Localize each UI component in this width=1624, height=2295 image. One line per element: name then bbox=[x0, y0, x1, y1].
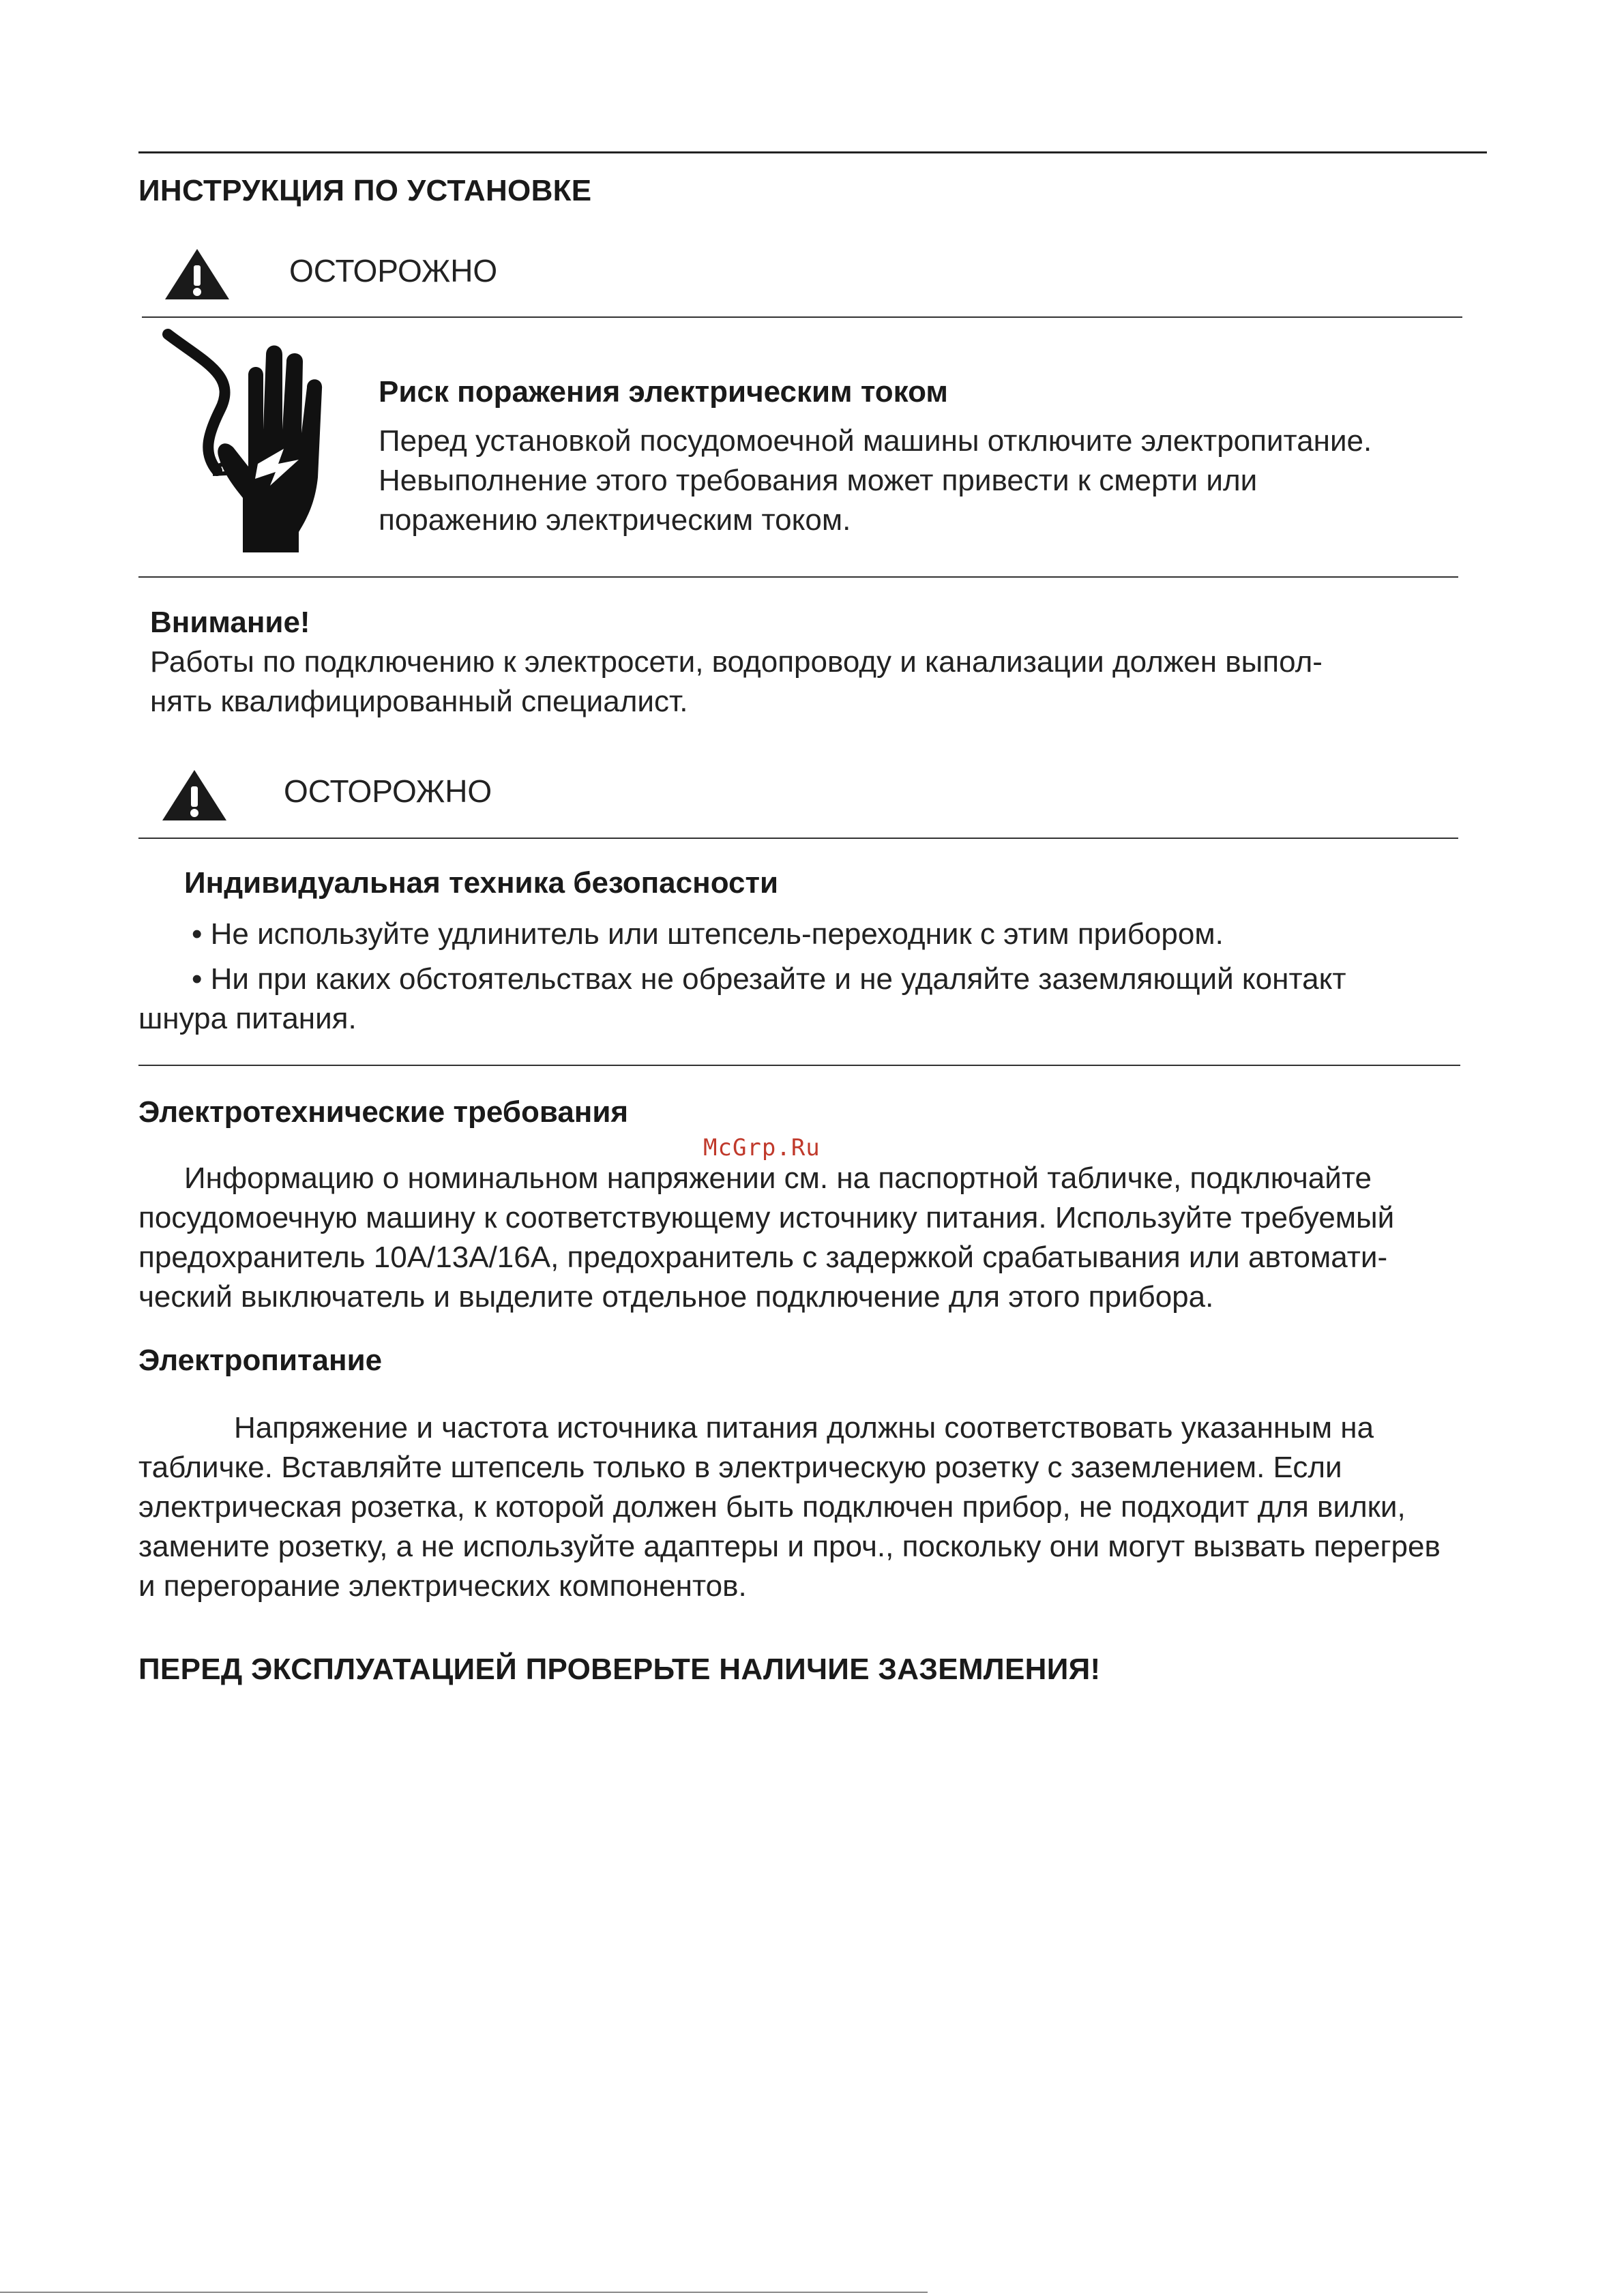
electric-shock-hand-icon bbox=[162, 327, 326, 552]
shock-line: Невыполнение этого требования может привести к смерти или bbox=[379, 464, 1258, 497]
shock-divider bbox=[138, 576, 1458, 578]
top-divider bbox=[138, 151, 1487, 153]
safety-line: шнура питания. bbox=[138, 1002, 357, 1035]
shock-title: Риск поражения электрическим током bbox=[379, 375, 948, 409]
safety-title: Индивидуальная техника безопасности bbox=[184, 866, 779, 900]
electrical-line: ческий выключатель и выделите отдельное подключение для этого прибора. bbox=[138, 1280, 1214, 1314]
power-title: Электропитание bbox=[138, 1344, 383, 1377]
caution-divider bbox=[138, 838, 1458, 839]
safety-bullet: • Ни при каких обстоятельствах не обрезайте и не удаляйте заземляющий контакт bbox=[192, 962, 1346, 996]
warning-triangle-icon bbox=[164, 248, 231, 301]
watermark: McGrp.Ru bbox=[703, 1134, 821, 1161]
bottom-edge-line bbox=[0, 2292, 928, 2293]
electrical-line: Информацию о номинальном напряжении см. на паспортной табличке, подключайте bbox=[184, 1161, 1372, 1195]
electrical-text bbox=[138, 1159, 1394, 1317]
safety-text bbox=[138, 915, 1346, 1039]
caution-label: ОСТОРОЖНО bbox=[284, 773, 492, 809]
shock-text bbox=[379, 421, 1372, 540]
power-line: замените розетку, а не используйте адаптеры и проч., поскольку они могут вызвать перегрев bbox=[138, 1530, 1441, 1563]
attention-line: нять квалифицированный специалист. bbox=[150, 685, 688, 718]
power-line: электрическая розетка, к которой должен быть подключен прибор, не подходит для вилки, bbox=[138, 1490, 1406, 1524]
safety-divider bbox=[138, 1065, 1460, 1066]
power-line: и перегорание электрических компонентов. bbox=[138, 1569, 747, 1603]
shock-line: поражению электрическим током. bbox=[379, 503, 851, 537]
page-title: ИНСТРУКЦИЯ ПО УСТАНОВКЕ bbox=[138, 174, 592, 207]
caution-divider bbox=[142, 316, 1462, 318]
power-text bbox=[138, 1408, 1441, 1606]
safety-bullet: • Не используйте удлинитель или штепсель-переходник с этим прибором. bbox=[192, 917, 1224, 951]
shock-line: Перед установкой посудомоечной машины отключите электропитание. bbox=[379, 424, 1372, 458]
caution-label: ОСТОРОЖНО bbox=[289, 253, 498, 288]
electrical-line: предохранитель 10A/13A/16A, предохранитель с задержкой срабатывания или автомати- bbox=[138, 1241, 1388, 1274]
electrical-line: посудомоечную машину к соответствующему источнику питания. Используйте требуемый bbox=[138, 1201, 1395, 1234]
attention-title: Внимание! bbox=[150, 606, 310, 639]
attention-line: Работы по подключению к электросети, водопроводу и канализации должен выпол- bbox=[150, 645, 1323, 679]
power-line: табличке. Вставляйте штепсель только в электрическую розетку с заземлением. Если bbox=[138, 1451, 1342, 1484]
attention-text bbox=[150, 642, 1323, 722]
electrical-title: Электротехнические требования bbox=[138, 1095, 629, 1129]
warning-triangle-icon bbox=[161, 769, 228, 822]
grounding-notice: ПЕРЕД ЭКСПЛУАТАЦИЕЙ ПРОВЕРЬТЕ НАЛИЧИЕ ЗАЗЕМЛЕНИЯ! bbox=[138, 1653, 1101, 1686]
power-line: Напряжение и частота источника питания должны соответствовать указанным на bbox=[234, 1411, 1374, 1445]
